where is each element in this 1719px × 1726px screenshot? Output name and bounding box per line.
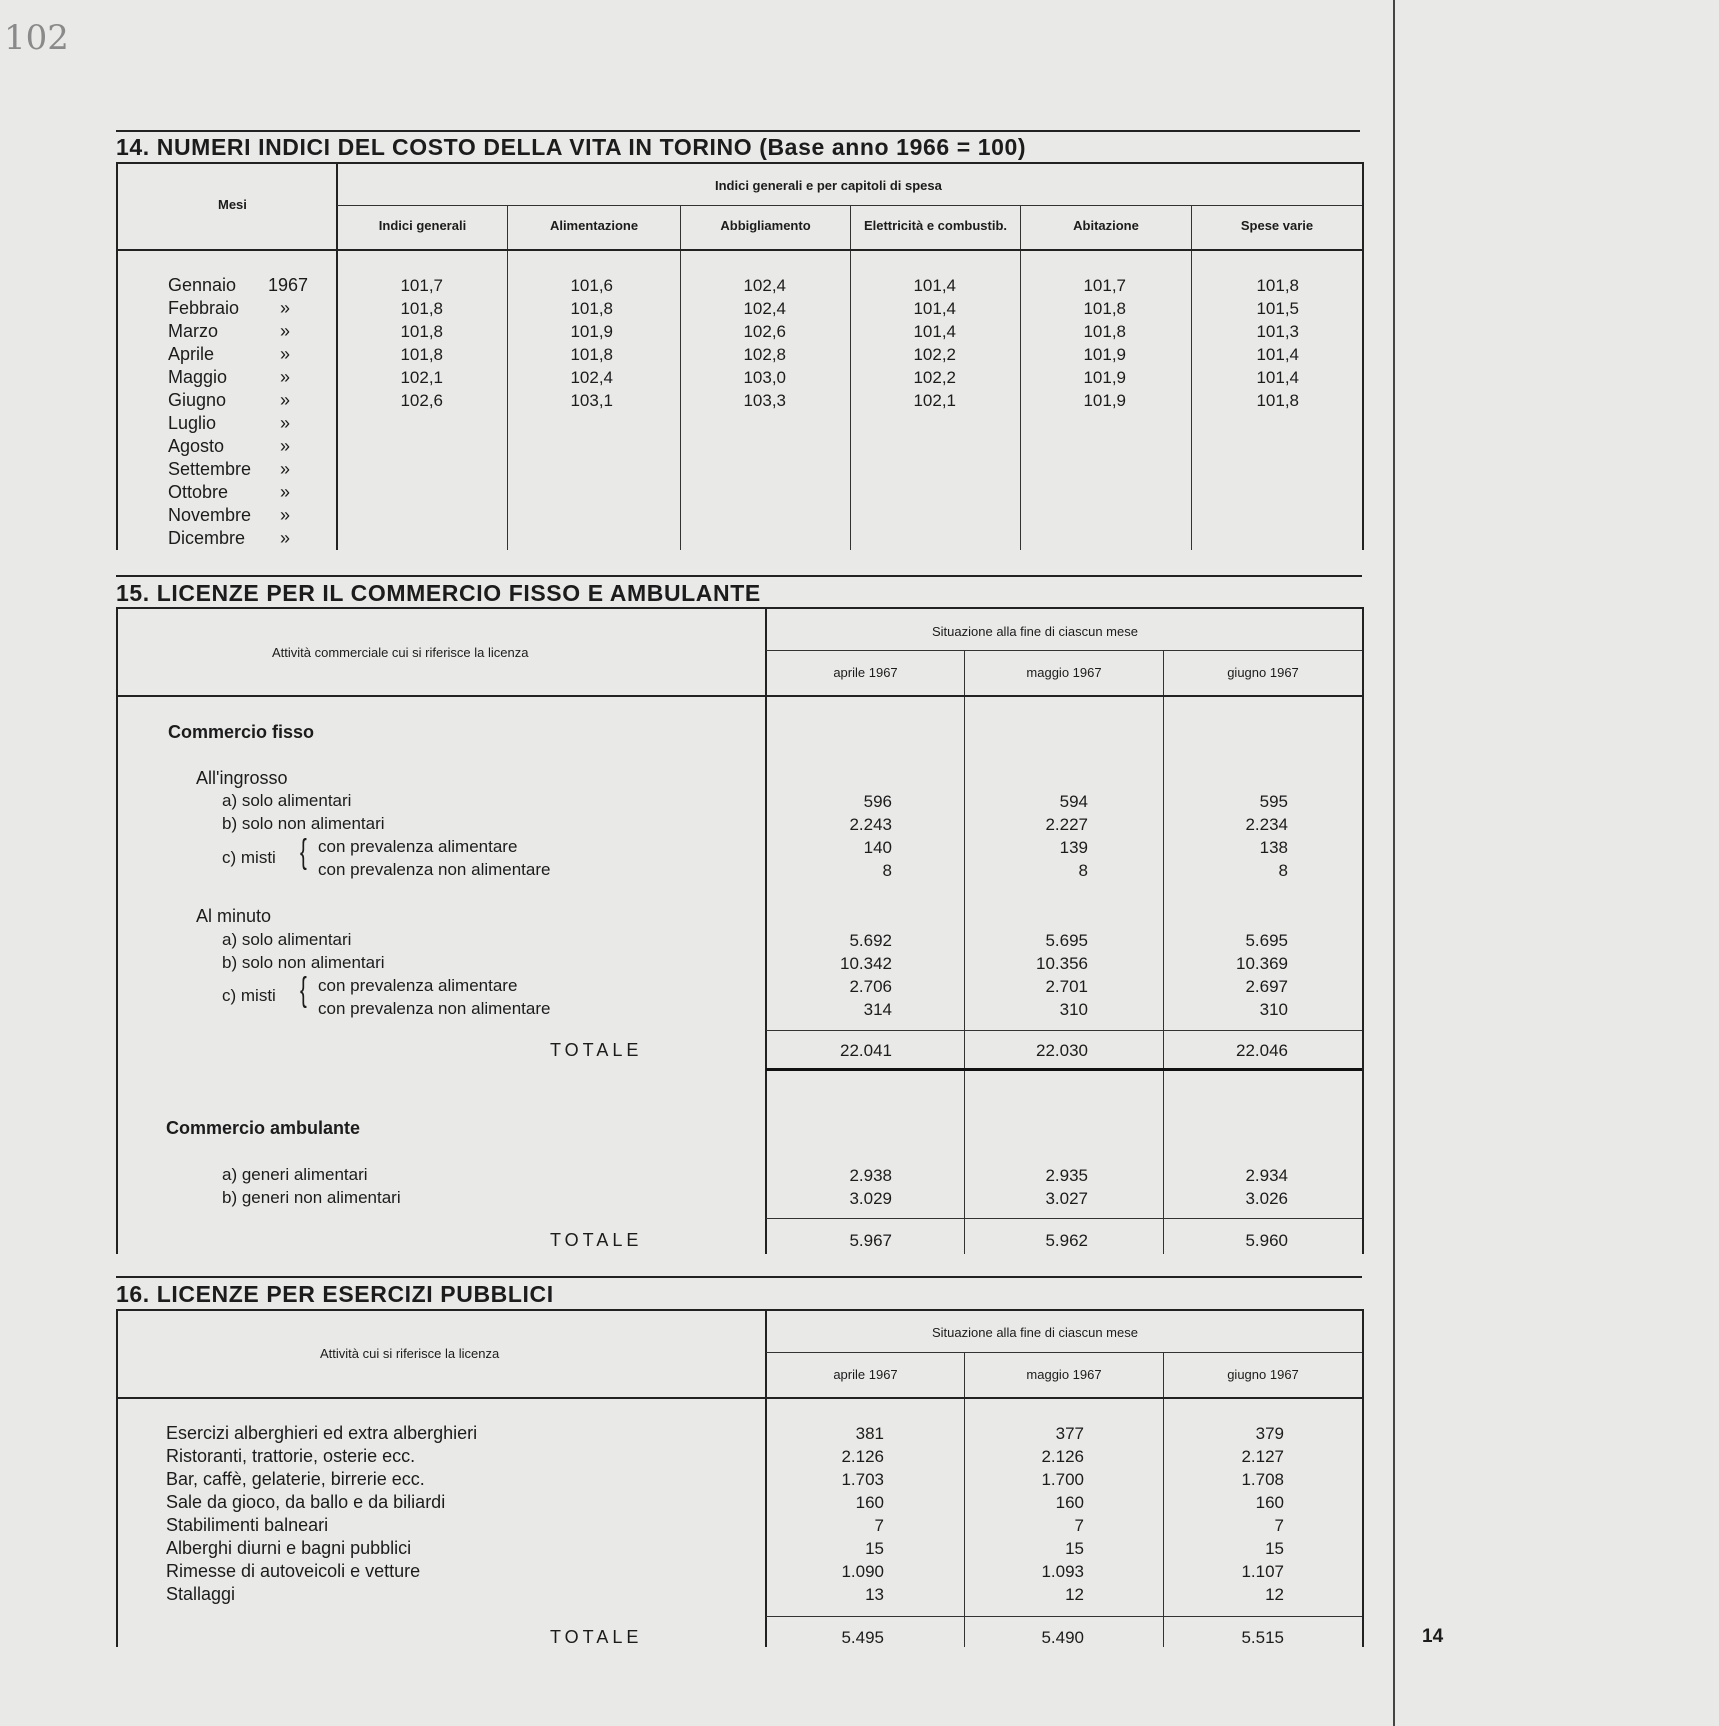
table-cell-value: 101,6 <box>570 276 613 295</box>
section-commercio-fisso: Commercio fisso <box>168 722 315 742</box>
table-cell-value: 102,2 <box>913 368 956 387</box>
col-header-spese-varie: Spese varie <box>1240 218 1314 233</box>
table-cell-label: Marzo <box>168 321 219 341</box>
table-cell-label: con prevalenza non alimentare <box>318 860 551 879</box>
table-cell-value: 3.029 <box>849 1189 892 1208</box>
table-cell-value: 2.234 <box>1245 815 1288 834</box>
table-cell-label: con prevalenza non alimentare <box>318 999 551 1018</box>
table-cell-value: 377 <box>1055 1424 1084 1443</box>
misti-label: c) misti <box>222 986 276 1005</box>
table-cell-value: 10.369 <box>1236 954 1288 973</box>
table-cell-value: 101,4 <box>1256 345 1299 364</box>
page-fold-line <box>1393 0 1395 1726</box>
group-header-situazione: Situazione alla fine di ciascun mese <box>932 1325 1138 1340</box>
table-cell-value: 3.026 <box>1245 1189 1288 1208</box>
table-cell-value: 1.107 <box>1241 1562 1284 1581</box>
table-cell-label: a) solo alimentari <box>222 930 352 949</box>
table-cell-value: 5.515 <box>1241 1628 1284 1647</box>
table-cell-value: 8 <box>882 861 892 880</box>
table-cell-value: 101,4 <box>1256 368 1299 387</box>
table-cell-label: 1967 <box>268 275 309 295</box>
table-cell-label: TOTALE <box>550 1040 643 1060</box>
table-cell-label: TOTALE <box>550 1230 643 1250</box>
table-16-title: 16. LICENZE PER ESERCIZI PUBBLICI <box>116 1281 554 1307</box>
col-header-aprile: aprile 1967 <box>833 665 898 680</box>
table-cell-value: 138 <box>1259 838 1288 857</box>
subsection-minuto: Al minuto <box>196 906 272 926</box>
table-cell-value: 103,0 <box>743 368 786 387</box>
table-cell-label: » <box>280 505 291 525</box>
table-cell-value: 5.695 <box>1245 931 1288 950</box>
table-cell-value: 15 <box>1065 1539 1084 1558</box>
table-cell-value: 102,4 <box>570 368 613 387</box>
table-cell-value: 2.934 <box>1245 1166 1288 1185</box>
table-cell-label: » <box>280 482 291 502</box>
table-cell-label: a) generi alimentari <box>222 1165 368 1184</box>
table-cell-value: 103,1 <box>570 391 613 410</box>
page-number: 14 <box>1422 1626 1444 1647</box>
col-header-maggio: maggio 1967 <box>1026 1367 1102 1382</box>
table-cell-value: 102,1 <box>400 368 443 387</box>
table-cell-value: 103,3 <box>743 391 786 410</box>
table-cell-label: » <box>280 367 291 387</box>
col-header-maggio: maggio 1967 <box>1026 665 1102 680</box>
table-cell-value: 5.490 <box>1041 1628 1084 1647</box>
table-cell-label: Ristoranti, trattorie, osterie ecc. <box>166 1446 416 1466</box>
table-cell-label: Ottobre <box>168 482 229 502</box>
table-cell-value: 140 <box>863 838 892 857</box>
handwritten-page-note: 102 <box>4 18 69 58</box>
table-cell-value: 10.342 <box>840 954 892 973</box>
table-cell-value: 102,1 <box>913 391 956 410</box>
table-cell-value: 12 <box>1265 1585 1284 1604</box>
table-cell-value: 101,3 <box>1256 322 1299 341</box>
table-cell-value: 160 <box>1255 1493 1284 1512</box>
table-cell-value: 101,5 <box>1256 299 1299 318</box>
table-cell-value: 101,8 <box>570 299 613 318</box>
table-cell-label: con prevalenza alimentare <box>318 837 518 856</box>
table-cell-label: a) solo alimentari <box>222 791 352 810</box>
table-cell-label: » <box>280 298 291 318</box>
table-cell-label: Gennaio <box>168 275 237 295</box>
table-cell-label: » <box>280 321 291 341</box>
table-cell-value: 8 <box>1278 861 1288 880</box>
table-cell-label: Esercizi alberghieri ed extra alberghieri <box>166 1423 478 1443</box>
table-cell-value: 101,8 <box>1256 276 1299 295</box>
table-cell-value: 381 <box>855 1424 884 1443</box>
table-cell-value: 160 <box>855 1493 884 1512</box>
table-cell-value: 1.703 <box>841 1470 884 1489</box>
brace-glyph: { <box>300 833 307 871</box>
table-cell-label: » <box>280 436 291 456</box>
table-cell-value: 22.041 <box>840 1041 892 1060</box>
table-cell-value: 160 <box>1055 1493 1084 1512</box>
table-cell-label: » <box>280 413 291 433</box>
table-14-title: 14. NUMERI INDICI DEL COSTO DELLA VITA IN TORINO (Base anno 1966 = 100) <box>116 134 1027 160</box>
group-header-situazione: Situazione alla fine di ciascun mese <box>932 624 1138 639</box>
table-cell-value: 2.935 <box>1045 1166 1088 1185</box>
table-cell-label: » <box>280 528 291 548</box>
table-cell-value: 5.695 <box>1045 931 1088 950</box>
table-cell-label: Sale da gioco, da ballo e da biliardi <box>166 1492 446 1512</box>
table-cell-value: 101,4 <box>913 322 956 341</box>
table-cell-value: 139 <box>1059 838 1088 857</box>
col-header-alimentazione: Alimentazione <box>549 218 639 233</box>
table-cell-label: » <box>280 390 291 410</box>
table-cell-value: 2.126 <box>841 1447 884 1466</box>
table-cell-label: b) solo non alimentari <box>222 814 385 833</box>
table-cell-label: Agosto <box>168 436 225 456</box>
table-cell-label: b) solo non alimentari <box>222 953 385 972</box>
table-cell-value: 2.127 <box>1241 1447 1284 1466</box>
table-cell-value: 22.030 <box>1036 1041 1088 1060</box>
table-cell-value: 101,9 <box>1083 391 1126 410</box>
table-cell-label: b) generi non alimentari <box>222 1188 401 1207</box>
col-header-indici-generali: Indici generali <box>378 218 467 233</box>
table-cell-value: 101,9 <box>1083 368 1126 387</box>
table-cell-value: 101,9 <box>570 322 613 341</box>
table-cell-value: 2.227 <box>1045 815 1088 834</box>
table-cell-value: 101,4 <box>913 276 956 295</box>
table-cell-value: 101,9 <box>1083 345 1126 364</box>
table-cell-value: 5.967 <box>849 1231 892 1250</box>
table-cell-value: 15 <box>1265 1539 1284 1558</box>
table-cell-value: 101,8 <box>1083 322 1126 341</box>
col-header-abbigliamento: Abbigliamento <box>720 218 811 233</box>
table-cell-value: 101,8 <box>400 299 443 318</box>
table-cell-value: 379 <box>1255 1424 1284 1443</box>
table-cell-value: 596 <box>863 792 892 811</box>
subsection-ingrosso: All'ingrosso <box>196 768 288 788</box>
table-cell-value: 310 <box>1259 1000 1288 1019</box>
table-cell-label: Alberghi diurni e bagni pubblici <box>166 1538 412 1558</box>
table-15-title: 15. LICENZE PER IL COMMERCIO FISSO E AMBULANTE <box>116 580 761 606</box>
table-cell-value: 310 <box>1059 1000 1088 1019</box>
col-header-giugno: giugno 1967 <box>1227 1367 1299 1382</box>
table-cell-value: 1.093 <box>1041 1562 1084 1581</box>
table-cell-value: 2.701 <box>1045 977 1088 996</box>
table-cell-label: Maggio <box>168 367 228 387</box>
table-cell-value: 2.697 <box>1245 977 1288 996</box>
table-cell-value: 5.962 <box>1045 1231 1088 1250</box>
col-header-giugno: giugno 1967 <box>1227 665 1299 680</box>
misti-label: c) misti <box>222 848 276 867</box>
table-cell-value: 101,8 <box>400 345 443 364</box>
table-cell-value: 2.938 <box>849 1166 892 1185</box>
table-cell-label: Luglio <box>168 413 217 433</box>
table-cell-value: 101,8 <box>400 322 443 341</box>
section-commercio-ambulante: Commercio ambulante <box>166 1118 361 1138</box>
table-cell-value: 102,4 <box>743 276 786 295</box>
table-cell-value: 22.046 <box>1236 1041 1288 1060</box>
table-cell-label: Novembre <box>168 505 252 525</box>
table-cell-value: 2.706 <box>849 977 892 996</box>
table-cell-value: 595 <box>1259 792 1288 811</box>
col-header-mesi: Mesi <box>218 197 247 212</box>
col-header-attivita-commerciale: Attività commerciale cui si riferisce la licenza <box>272 645 529 660</box>
table-cell-value: 594 <box>1059 792 1088 811</box>
col-header-elettricita: Elettricità e combustib. <box>863 218 1008 233</box>
table-cell-value: 102,2 <box>913 345 956 364</box>
table-cell-value: 1.090 <box>841 1562 884 1581</box>
table-cell-value: 102,6 <box>400 391 443 410</box>
table-cell-label: Settembre <box>168 459 252 479</box>
col-header-attivita: Attività cui si riferisce la licenza <box>320 1346 500 1361</box>
table-cell-label: Aprile <box>168 344 215 364</box>
table-cell-label: Stabilimenti balneari <box>166 1515 329 1535</box>
table-cell-label: Bar, caffè, gelaterie, birrerie ecc. <box>166 1469 425 1489</box>
table-cell-label: Febbraio <box>168 298 240 318</box>
table-cell-label: » <box>280 459 291 479</box>
table-cell-value: 101,7 <box>400 276 443 295</box>
table-cell-label: TOTALE <box>550 1627 643 1647</box>
table-cell-value: 5.960 <box>1245 1231 1288 1250</box>
table-cell-label: Rimesse di autoveicoli e vetture <box>166 1561 421 1581</box>
table-cell-label: con prevalenza alimentare <box>318 976 518 995</box>
table-cell-value: 102,4 <box>743 299 786 318</box>
table-cell-value: 102,6 <box>743 322 786 341</box>
table-cell-label: Dicembre <box>168 528 246 548</box>
table-cell-value: 101,7 <box>1083 276 1126 295</box>
table-cell-value: 8 <box>1078 861 1088 880</box>
table-cell-value: 5.495 <box>841 1628 884 1647</box>
table-cell-label: Giugno <box>168 390 227 410</box>
table-cell-value: 101,8 <box>1083 299 1126 318</box>
table-cell-value: 13 <box>865 1585 884 1604</box>
table-cell-label: » <box>280 344 291 364</box>
table-cell-value: 10.356 <box>1036 954 1088 973</box>
table-cell-value: 5.692 <box>849 931 892 950</box>
col-header-abitazione: Abitazione <box>1073 218 1139 233</box>
table-cell-value: 12 <box>1065 1585 1084 1604</box>
table-cell-value: 101,4 <box>913 299 956 318</box>
table-cell-value: 101,8 <box>570 345 613 364</box>
table-cell-value: 1.708 <box>1241 1470 1284 1489</box>
table-cell-label: Stallaggi <box>166 1584 236 1604</box>
table-cell-value: 314 <box>863 1000 892 1019</box>
table-cell-value: 1.700 <box>1041 1470 1084 1489</box>
group-header-indici: Indici generali e per capitoli di spesa <box>715 178 942 193</box>
table-cell-value: 7 <box>1074 1516 1084 1535</box>
brace-glyph: { <box>300 971 307 1009</box>
table-cell-value: 15 <box>865 1539 884 1558</box>
table-cell-value: 7 <box>874 1516 884 1535</box>
table-cell-value: 101,8 <box>1256 391 1299 410</box>
table-cell-value: 3.027 <box>1045 1189 1088 1208</box>
table-cell-value: 102,8 <box>743 345 786 364</box>
table-cell-value: 2.126 <box>1041 1447 1084 1466</box>
table-cell-value: 7 <box>1274 1516 1284 1535</box>
col-header-aprile: aprile 1967 <box>833 1367 898 1382</box>
table-cell-value: 2.243 <box>849 815 892 834</box>
